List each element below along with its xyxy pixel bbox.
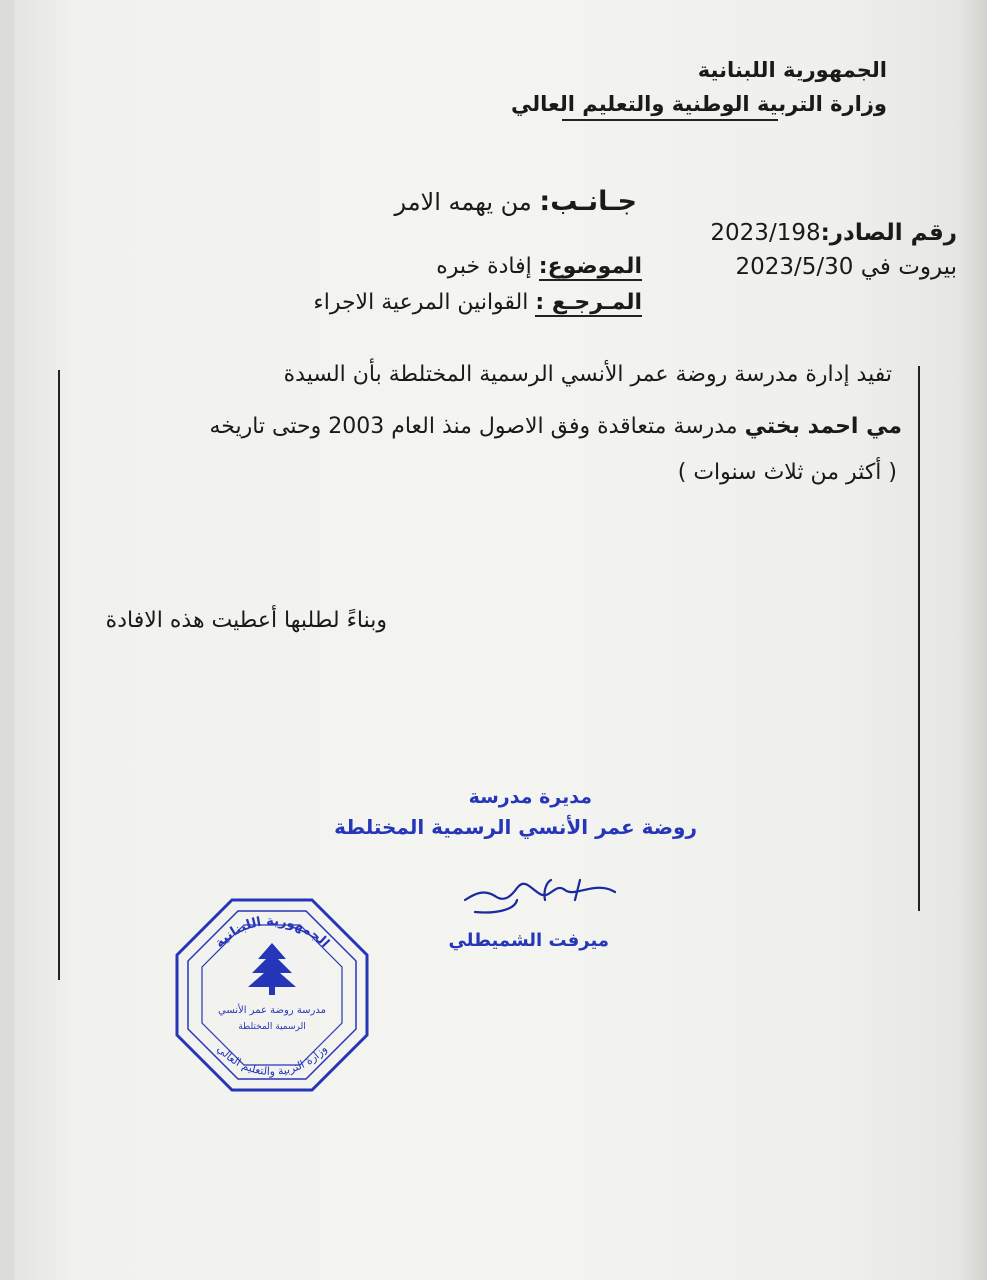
school-stamp [172,895,372,1095]
signature-title-1: مديرة مدرسة [468,786,592,808]
body-line-2 [209,414,902,439]
subject-label: الموضوع: [538,254,642,279]
reference-number-label: رقم الصادر: [820,220,957,246]
ministry-underline [562,119,778,121]
page-shadow [957,0,987,1280]
stamp-top-text: الجمهورية اللبنانية [212,913,333,951]
place-date [735,254,957,280]
place-date-value: 2023/5/30 [735,254,854,280]
stamp-inner-line-2: الرسمية المختلطة [238,1022,306,1032]
left-margin-rule [58,370,60,980]
stamp-bottom-text: وزارة التربية والتعليم العالي [214,1042,330,1079]
addressee-line [394,186,637,217]
subject-line [436,254,642,279]
reference-number [710,220,957,246]
reference-line [313,290,642,315]
reference-number-value: 2023/198 [710,220,821,246]
subject-value: إفادة خبره [436,254,532,279]
body-line-2-rest: مدرسة متعاقدة وفق الاصول منذ العام 2003 وحتى تاريخه [209,414,745,439]
stamp-inner-line-1: مدرسة روضة عمر الأنسي [217,1005,327,1016]
reference-value: القوانين المرعية الاجراء [313,290,529,315]
header-country: الجمهورية اللبنانية [697,58,887,82]
person-name: مي احمد بختي [744,414,902,439]
signer-name: ميرفت الشميطلي [448,930,609,951]
handwritten-signature [455,870,625,930]
closing-line: وبناءً لطلبها أعطيت هذه الافادة [105,608,387,633]
body-line-3: ( أكثر من ثلاث سنوات ) [677,460,897,485]
addressee-value: من يهمه الامر [394,188,532,216]
page-edge [0,0,14,1280]
addressee-label: جـانـب: [539,186,637,217]
header-ministry: وزارة التربية الوطنية والتعليم العالي [510,92,887,116]
cedar-tree-icon [248,943,296,995]
body-line-1: تفيد إدارة مدرسة روضة عمر الأنسي الرسمية المختلطة بأن السيدة [283,362,892,387]
place-date-label: بيروت في [860,254,957,280]
signature-title-2: روضة عمر الأنسي الرسمية المختلطة [334,815,697,839]
reference-label: المـرجـع : [535,290,642,315]
right-margin-rule [918,366,920,911]
